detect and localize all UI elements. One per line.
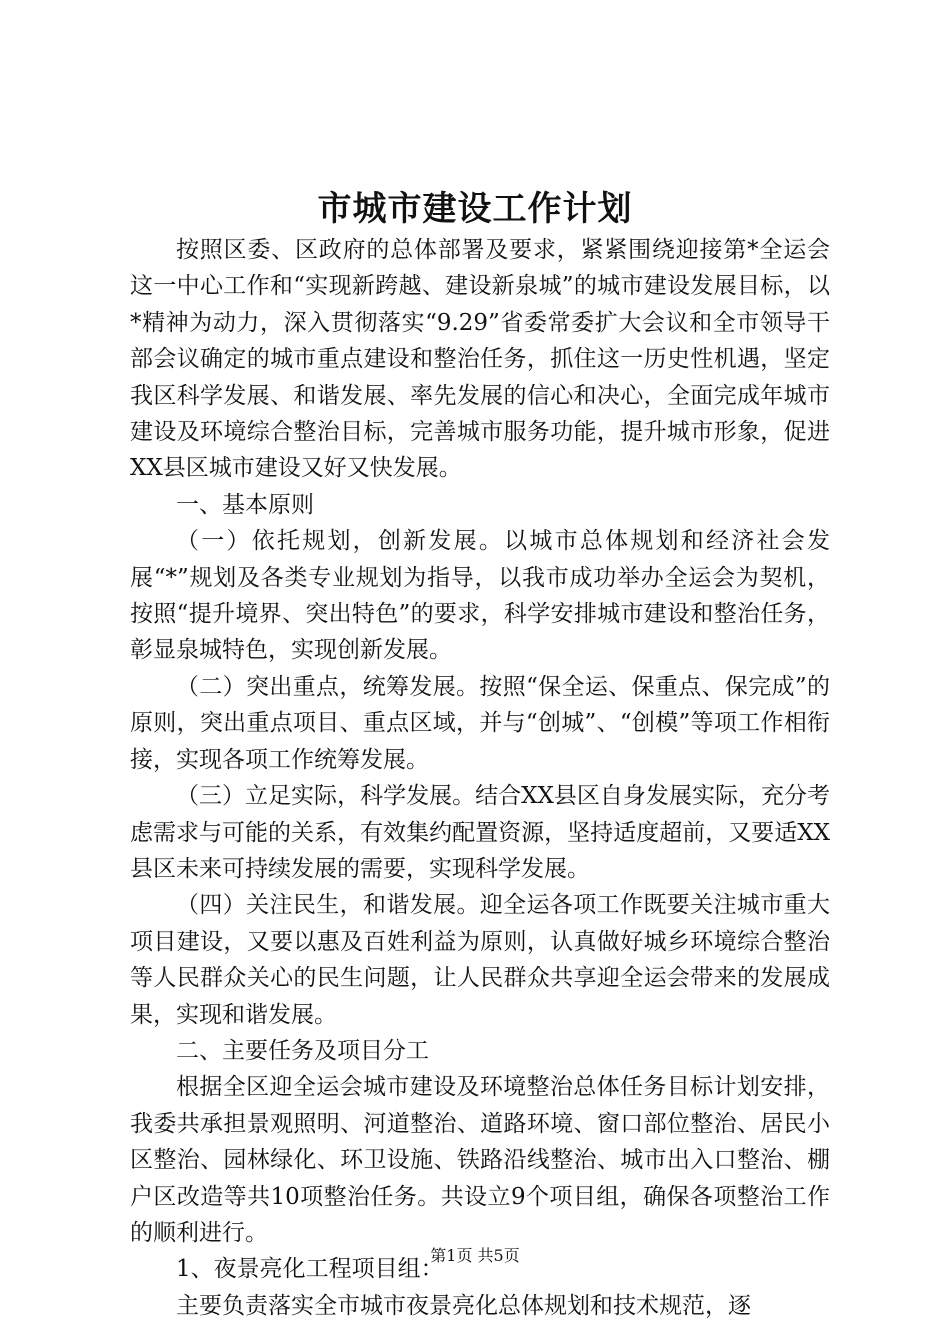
paragraph-tasks: 根据全区迎全运会城市建设及环境整治总体任务目标计划安排，我委共承担景观照明、河道整治、道路环境、窗口部位整治、居民小区整治、园林绿化、环卫设施、铁路沿线整治、城市出入口整治、棚户区改造等共10项整治任务。共设立9个项目组，确保各项整治工作的顺利进行。 <box>130 1074 830 1246</box>
document-body <box>130 232 830 1324</box>
paragraph-intro: 按照区委、区政府的总体部署及要求，紧紧围绕迎接第*全运会这一中心工作和“实现新跨越、建设新泉城”的城市建设发展目标，以*精神为动力，深入贯彻落实“9.29”省委常委扩大会议和全市领导干部会议确定的城市重点建设和整治任务，抓住这一历史性机遇，坚定我区科学发展、和谐发展、率先发展的信心和决心，全面完成年城市建设及环境综合整治目标，完善城市服务功能，提升城市形象，促进XX县区城市建设又好又快发展。 <box>130 237 830 482</box>
paragraph-principle-4: （四）关注民生，和谐发展。迎全运各项工作既要关注城市重大项目建设，又要以惠及百姓利益为原则，认真做好城乡环境综合整治等人民群众关心的民生问题，让人民群众共享迎全运会带来的发展成果，实现和谐发展。 <box>130 892 830 1028</box>
document-title: 市城市建设工作计划 <box>317 189 633 229</box>
section-heading-tasks: 二、主要任务及项目分工 <box>176 1037 429 1064</box>
subheading-lighting-project: 1、夜景亮化工程项目组： <box>176 1256 444 1283</box>
paragraph-principle-2: （二）突出重点，统筹发展。按照“保全运、保重点、保完成”的原则，突出重点项目、重点区域，并与“创城”、“创模”等项工作相衔接，实现各项工作统筹发展。 <box>130 673 830 773</box>
section-heading-principles: 一、基本原则 <box>176 491 314 518</box>
paragraph-principle-1: （一）依托规划，创新发展。以城市总体规划和经济社会发展“*”规划及各类专业规划为指导，以我市成功举办全运会为契机，按照“提升境界、突出特色”的要求，科学安排城市建设和整治任务，彰显泉城特色，实现创新发展。 <box>130 528 830 664</box>
page-footer: 第1页 共5页 <box>430 1246 520 1265</box>
paragraph-principle-3: （三）立足实际，科学发展。结合XX县区自身发展实际，充分考虑需求与可能的关系，有效集约配置资源，坚持适度超前，又要适XX县区未来可持续发展的需要，实现科学发展。 <box>130 783 830 882</box>
paragraph-lighting-project: 主要负责落实全市城市夜景亮化总体规划和技术规范，逐 <box>176 1292 751 1319</box>
